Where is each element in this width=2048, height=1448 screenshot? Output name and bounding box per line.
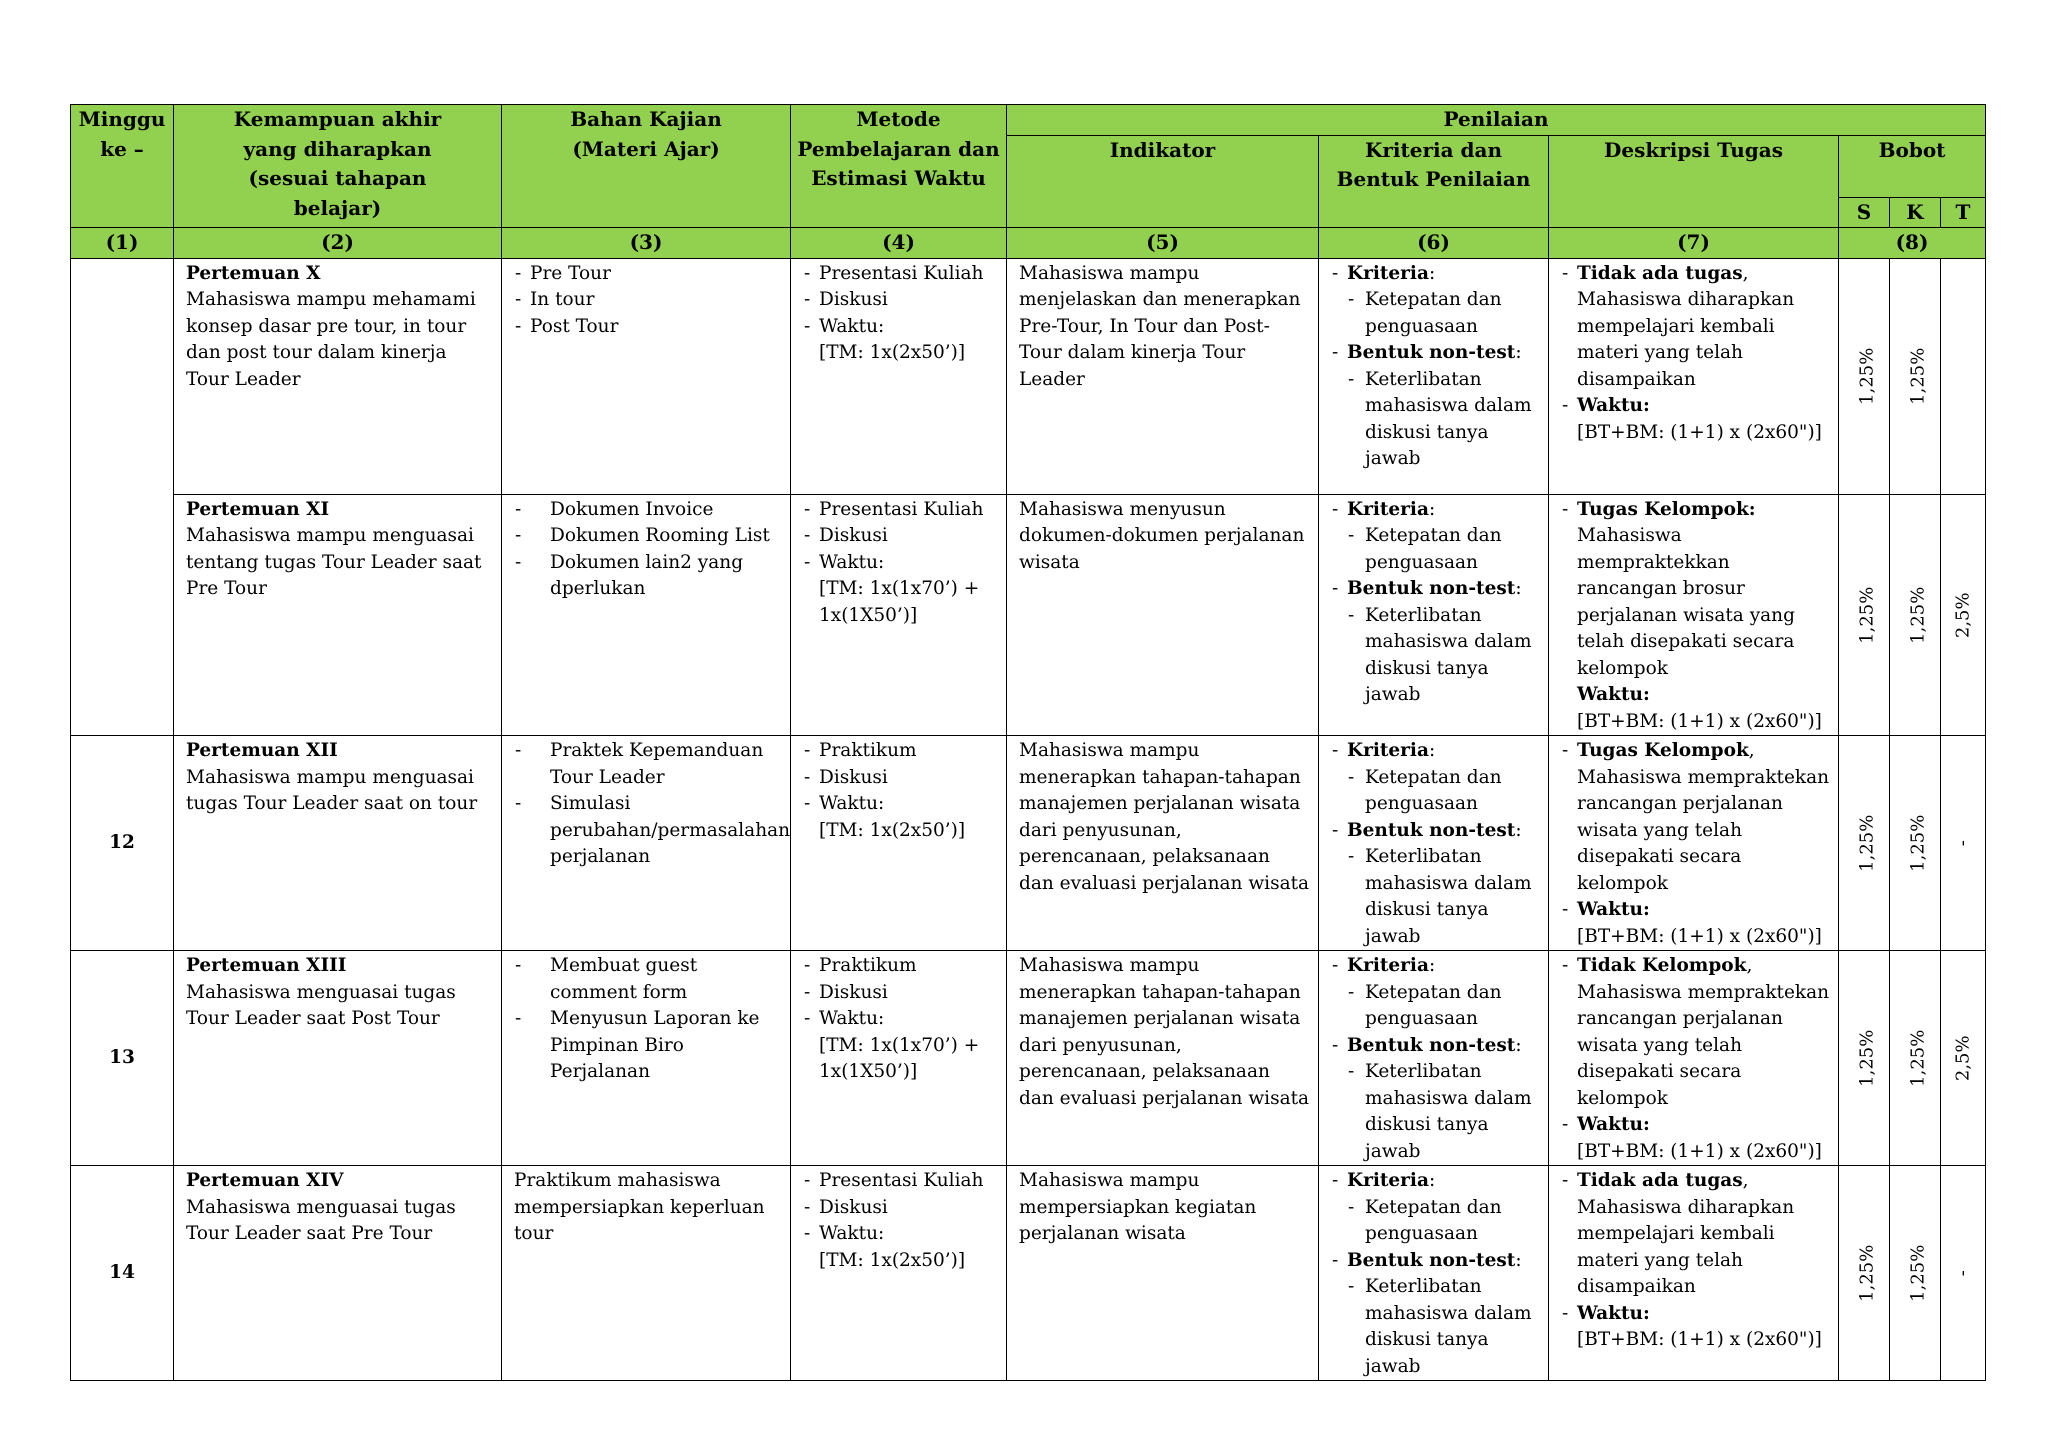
col-number-7: (7) xyxy=(1549,228,1839,259)
bobot-s-cell: 1,25% xyxy=(1839,258,1890,494)
header-metode: Metode Pembelajaran dan Estimasi Waktu xyxy=(791,105,1007,228)
indikator-cell: Mahasiswa mampu menerapkan tahapan-tahapan manajemen perjalanan wisata dari penyusunan, perencanaan, pelaksanaan dan evaluasi perjalanan wisata xyxy=(1007,951,1319,1166)
tugas-item xyxy=(1561,497,1830,736)
waktu-label: Waktu: xyxy=(1577,684,1650,705)
kriteria-label: - Kriteria: - Ketepatan dan penguasaan xyxy=(1331,261,1540,341)
metode-cell xyxy=(791,736,1007,951)
kriteria-item: - Ketepatan dan penguasaan xyxy=(1347,287,1540,340)
deskripsi-list xyxy=(1561,953,1830,1165)
bahan-item: - Menyusun Laporan ke Pimpinan Biro Perjalanan xyxy=(514,1006,782,1086)
metode-list xyxy=(803,1168,998,1248)
pertemuan-title: Pertemuan XII xyxy=(186,740,338,761)
kemampuan-text: Mahasiswa menguasai tugas Tour Leader saat Post Tour xyxy=(186,981,456,1029)
col-number-5: (5) xyxy=(1007,228,1319,259)
metode-item: - Presentasi Kuliah xyxy=(803,261,998,288)
bobot-s-cell: 1,25% xyxy=(1839,494,1890,736)
kemampuan-text: Mahasiswa mampu menguasai tentang tugas Tour Leader saat Pre Tour xyxy=(186,525,482,599)
header-bobot: Bobot xyxy=(1839,135,1986,197)
bobot-k-cell: 1,25% xyxy=(1890,736,1941,951)
bentuk-item: - Keterlibatan mahasiswa dalam diskusi tanya jawab xyxy=(1347,603,1540,709)
kriteria-item: - Ketepatan dan penguasaan xyxy=(1347,980,1540,1033)
header-bobot-k: K xyxy=(1890,197,1941,228)
header-indikator: Indikator xyxy=(1007,135,1319,228)
bahan-item: - Post Tour xyxy=(514,314,782,341)
table-header xyxy=(71,105,1986,259)
pertemuan-title: Pertemuan XIII xyxy=(186,955,347,976)
bobot-k-cell: 1,25% xyxy=(1890,1166,1941,1381)
tugas-item: - Tidak ada tugas, Mahasiswa diharapkan mempelajari kembali materi yang telah disampaikan xyxy=(1561,1168,1830,1301)
deskripsi-cell xyxy=(1549,258,1839,494)
bahan-item: - Membuat guest comment form xyxy=(514,953,782,1006)
col-number-2: (2) xyxy=(174,228,502,259)
metode-item: - Presentasi Kuliah xyxy=(803,497,998,524)
kemampuan-cell xyxy=(174,258,502,494)
bahan-list xyxy=(514,497,782,603)
header-kriteria: Kriteria dan Bentuk Penilaian xyxy=(1319,135,1549,228)
waktu-item: - Waktu: [BT+BM: (1+1) x (2x60")] xyxy=(1561,1112,1830,1165)
tugas-text: Mahasiswa diharapkan mempelajari kembali materi yang telah disampaikan xyxy=(1577,1196,1795,1297)
metode-waktu: [TM: 1x(2x50’)] xyxy=(819,342,966,363)
rps-table xyxy=(70,104,1986,1381)
bentuk-item: - Keterlibatan mahasiswa dalam diskusi tanya jawab xyxy=(1347,1059,1540,1165)
tugas-title: Tidak ada tugas xyxy=(1577,1170,1743,1191)
metode-item: - Waktu: xyxy=(803,791,998,818)
metode-waktu: [TM: 1x(1x70’) + 1x(1X50’)] xyxy=(819,1034,980,1082)
header-penilaian: Penilaian xyxy=(1007,105,1986,136)
metode-cell xyxy=(791,951,1007,1166)
bentuk-label: - Bentuk non-test: - Keterlibatan mahasiswa dalam diskusi tanya jawab xyxy=(1331,576,1540,709)
metode-cell xyxy=(791,258,1007,494)
indikator-cell: Mahasiswa mampu menerapkan tahapan-tahapan manajemen perjalanan wisata dari penyusunan, perencanaan, pelaksanaan dan evaluasi perjalanan wisata xyxy=(1007,736,1319,951)
indikator-cell: Mahasiswa mampu menjelaskan dan menerapkan Pre-Tour, In Tour dan Post-Tour dalam kinerja Tour Leader xyxy=(1007,258,1319,494)
bobot-s-cell: 1,25% xyxy=(1839,736,1890,951)
kriteria-list xyxy=(1331,497,1540,709)
bahan-list xyxy=(514,953,782,1086)
bahan-cell xyxy=(502,494,791,736)
kriteria-label: - Kriteria: - Ketepatan dan penguasaan xyxy=(1331,738,1540,818)
minggu-cell: 12 xyxy=(71,736,174,951)
kriteria-label: - Kriteria: - Ketepatan dan penguasaan xyxy=(1331,1168,1540,1248)
bobot-t-cell: - xyxy=(1941,1166,1986,1381)
kriteria-item: - Ketepatan dan penguasaan xyxy=(1347,1195,1540,1248)
metode-waktu: [TM: 1x(2x50’)] xyxy=(819,1249,966,1271)
col-number-1: (1) xyxy=(71,228,174,259)
metode-list xyxy=(803,953,998,1033)
bahan-list xyxy=(514,261,782,341)
kriteria-list xyxy=(1331,261,1540,473)
table-row xyxy=(71,258,1986,494)
minggu-cell: 14 xyxy=(71,1166,174,1381)
metode-item: - Waktu: xyxy=(803,550,998,577)
deskripsi-cell xyxy=(1549,736,1839,951)
metode-item: - Diskusi xyxy=(803,287,998,314)
bahan-item: - Dokumen Invoice xyxy=(514,497,782,524)
tugas-text: Mahasiswa mempraktekan rancangan perjalanan wisata yang telah disepakati secara kelompok xyxy=(1577,766,1830,894)
col-number-4: (4) xyxy=(791,228,1007,259)
waktu-text: [BT+BM: (1+1) x (2x60")] xyxy=(1577,1140,1822,1162)
metode-list xyxy=(803,261,998,341)
deskripsi-cell xyxy=(1549,494,1839,736)
bahan-item: - Simulasi perubahan/permasalahan perjalanan xyxy=(514,791,782,871)
kriteria-cell xyxy=(1319,494,1549,736)
metode-cell xyxy=(791,1166,1007,1381)
tugas-title: Tidak Kelompok xyxy=(1577,955,1747,976)
tugas-item: - Tidak Kelompok, Mahasiswa mempraktekan rancangan perjalanan wisata yang telah disepakati secara kelompok xyxy=(1561,953,1830,1112)
deskripsi-list xyxy=(1561,1168,1830,1354)
table-body xyxy=(71,258,1986,1381)
pertemuan-title: Pertemuan XI xyxy=(186,498,330,520)
metode-item: - Waktu: xyxy=(803,314,998,341)
waktu-text: [BT+BM: (1+1) x (2x60")] xyxy=(1577,421,1822,443)
pertemuan-title: Pertemuan XIV xyxy=(186,1170,344,1191)
waktu-item: - Waktu: [BT+BM: (1+1) x (2x60")] xyxy=(1561,1301,1830,1354)
table-row xyxy=(71,736,1986,951)
bentuk-label: - Bentuk non-test: - Keterlibatan mahasiswa dalam diskusi tanya jawab xyxy=(1331,1248,1540,1381)
bahan-item: - Dokumen lain2 yang dperlukan xyxy=(514,550,782,603)
kriteria-cell xyxy=(1319,1166,1549,1381)
tugas-title: Tugas Kelompok xyxy=(1577,740,1749,761)
col-number-3: (3) xyxy=(502,228,791,259)
kriteria-cell xyxy=(1319,951,1549,1166)
table-row xyxy=(71,1166,1986,1381)
tugas-text: Mahasiswa mempraktekan rancangan perjalanan wisata yang telah disepakati secara kelompok xyxy=(1577,981,1830,1109)
bahan-list xyxy=(514,738,791,871)
deskripsi-list xyxy=(1561,497,1830,736)
bobot-t-cell xyxy=(1941,258,1986,494)
bentuk-item: - Keterlibatan mahasiswa dalam diskusi tanya jawab xyxy=(1347,367,1540,473)
bobot-t-cell: 2,5% xyxy=(1941,951,1986,1166)
header-deskripsi: Deskripsi Tugas xyxy=(1549,135,1839,228)
deskripsi-list xyxy=(1561,738,1830,950)
bobot-t-cell: - xyxy=(1941,736,1986,951)
bahan-item: - In tour xyxy=(514,287,782,314)
metode-list xyxy=(803,497,998,577)
metode-item: - Diskusi xyxy=(803,765,998,792)
indikator-cell: Mahasiswa menyusun dokumen-dokumen perjalanan wisata xyxy=(1007,494,1319,736)
kriteria-cell xyxy=(1319,258,1549,494)
bobot-t-cell: 2,5% xyxy=(1941,494,1986,736)
metode-item: - Presentasi Kuliah xyxy=(803,1168,998,1195)
table-row xyxy=(71,494,1986,736)
tugas-text: Mahasiswa mempraktekkan rancangan brosur perjalanan wisata yang telah disepakati secara kelompok xyxy=(1577,525,1795,679)
kriteria-cell xyxy=(1319,736,1549,951)
bobot-s-cell: 1,25% xyxy=(1839,1166,1890,1381)
kriteria-item: - Ketepatan dan penguasaan xyxy=(1347,523,1540,576)
metode-item: - Diskusi xyxy=(803,980,998,1007)
kriteria-item: - Ketepatan dan penguasaan xyxy=(1347,765,1540,818)
kriteria-list xyxy=(1331,953,1540,1165)
bahan-cell: Praktikum mahasiswa mempersiapkan keperluan tour xyxy=(502,1166,791,1381)
kemampuan-text: Mahasiswa mampu mehamami konsep dasar pre tour, in tour dan post tour dalam kinerja Tour Leader xyxy=(186,289,476,390)
tugas-text: Mahasiswa diharapkan mempelajari kembali materi yang telah disampaikan xyxy=(1577,289,1795,390)
table-row xyxy=(71,951,1986,1166)
metode-waktu: [TM: 1x(2x50’)] xyxy=(819,819,966,841)
kriteria-label: - Kriteria: - Ketepatan dan penguasaan xyxy=(1331,497,1540,577)
metode-item: - Waktu: xyxy=(803,1221,998,1248)
metode-item: - Praktikum xyxy=(803,738,998,765)
deskripsi-cell xyxy=(1549,951,1839,1166)
bobot-k-cell: 1,25% xyxy=(1890,951,1941,1166)
bobot-k-cell: 1,25% xyxy=(1890,494,1941,736)
bahan-item: - Praktek Kepemanduan Tour Leader xyxy=(514,738,782,791)
deskripsi-list xyxy=(1561,261,1830,447)
pertemuan-title: Pertemuan X xyxy=(186,262,321,284)
tugas-title: Tidak ada tugas xyxy=(1577,262,1743,284)
header-bobot-s: S xyxy=(1839,197,1890,228)
bentuk-item: - Keterlibatan mahasiswa dalam diskusi tanya jawab xyxy=(1347,1274,1540,1380)
bahan-item: - Dokumen Rooming List xyxy=(514,523,782,550)
kemampuan-cell xyxy=(174,736,502,951)
metode-item: - Waktu: xyxy=(803,1006,998,1033)
col-number-6: (6) xyxy=(1319,228,1549,259)
bahan-item: - Pre Tour xyxy=(514,261,782,288)
metode-item: - Diskusi xyxy=(803,1195,998,1222)
bobot-s-cell: 1,25% xyxy=(1839,951,1890,1166)
bobot-k-cell: 1,25% xyxy=(1890,258,1941,494)
waktu-text: [BT+BM: (1+1) x (2x60")] xyxy=(1577,925,1822,947)
col-number-8: (8) xyxy=(1839,228,1986,259)
bahan-cell xyxy=(502,258,791,494)
kriteria-list xyxy=(1331,1168,1540,1380)
kemampuan-text: Mahasiswa mampu menguasai tugas Tour Leader saat on tour xyxy=(186,766,478,814)
bahan-cell xyxy=(502,951,791,1166)
bentuk-label: - Bentuk non-test: - Keterlibatan mahasiswa dalam diskusi tanya jawab xyxy=(1331,340,1540,473)
minggu-cell: 13 xyxy=(71,951,174,1166)
bentuk-item: - Keterlibatan mahasiswa dalam diskusi tanya jawab xyxy=(1347,844,1540,950)
tugas-item: - Tugas Kelompok, Mahasiswa mempraktekan rancangan perjalanan wisata yang telah disepakati secara kelompok xyxy=(1561,738,1830,897)
indikator-cell: Mahasiswa mampu mempersiapkan kegiatan perjalanan wisata xyxy=(1007,1166,1319,1381)
header-bahan: Bahan Kajian (Materi Ajar) xyxy=(502,105,791,228)
waktu-text: [BT+BM: (1+1) x (2x60")] xyxy=(1577,710,1822,732)
minggu-cell xyxy=(71,258,174,736)
metode-list xyxy=(803,738,998,818)
kemampuan-cell xyxy=(174,494,502,736)
deskripsi-cell xyxy=(1549,1166,1839,1381)
header-kemampuan: Kemampuan akhir yang diharapkan (sesuai tahapan belajar) xyxy=(174,105,502,228)
metode-item: - Praktikum xyxy=(803,953,998,980)
bahan-cell xyxy=(502,736,791,951)
header-bobot-t: T xyxy=(1941,197,1986,228)
bentuk-label: - Bentuk non-test: - Keterlibatan mahasiswa dalam diskusi tanya jawab xyxy=(1331,1033,1540,1166)
kriteria-label: - Kriteria: - Ketepatan dan penguasaan xyxy=(1331,953,1540,1033)
metode-item: - Diskusi xyxy=(803,523,998,550)
kemampuan-cell xyxy=(174,1166,502,1381)
kemampuan-text: Mahasiswa menguasai tugas Tour Leader saat Pre Tour xyxy=(186,1196,456,1244)
kriteria-list xyxy=(1331,738,1540,950)
waktu-item: - Waktu: [BT+BM: (1+1) x (2x60")] xyxy=(1561,897,1830,950)
metode-waktu: [TM: 1x(1x70’) + 1x(1X50’)] xyxy=(819,578,980,626)
tugas-item: - Tidak ada tugas, Mahasiswa diharapkan mempelajari kembali materi yang telah disampaikan xyxy=(1561,261,1830,394)
metode-cell xyxy=(791,494,1007,736)
waktu-item: - Waktu: [BT+BM: (1+1) x (2x60")] xyxy=(1561,393,1830,446)
header-minggu: Minggu ke – xyxy=(71,105,174,228)
waktu-text: [BT+BM: (1+1) x (2x60")] xyxy=(1577,1329,1822,1350)
bentuk-label: - Bentuk non-test: - Keterlibatan mahasiswa dalam diskusi tanya jawab xyxy=(1331,818,1540,951)
tugas-title: Tugas Kelompok: xyxy=(1577,498,1756,520)
kemampuan-cell xyxy=(174,951,502,1166)
